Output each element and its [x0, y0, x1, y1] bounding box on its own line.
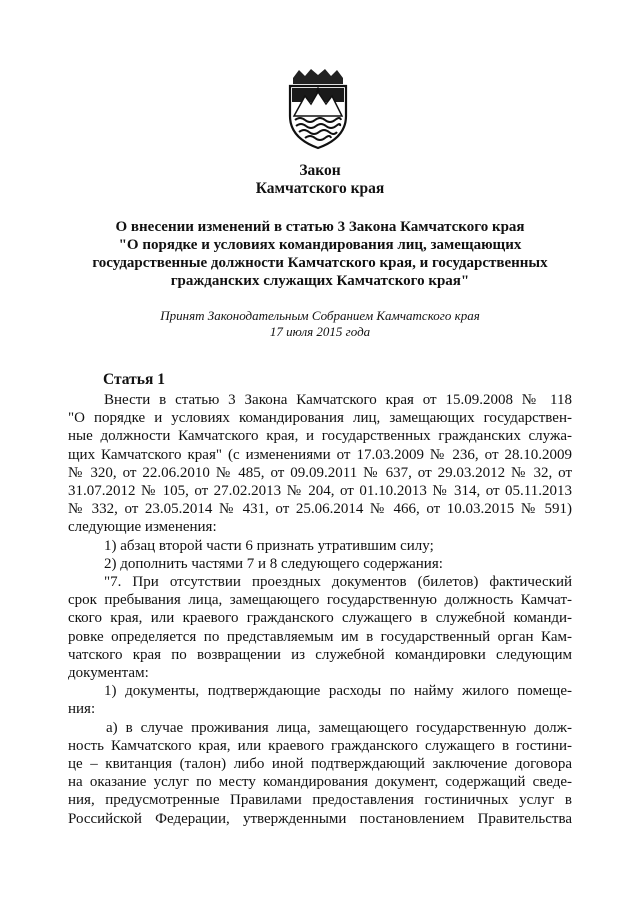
body-line: "7. При отсутствии проездных документов (билетов) фактический: [104, 574, 572, 591]
body-line: следующие изменения:: [68, 519, 217, 536]
body-line: ность Камчатского края, или краевого гражданского служащего в гостини-: [68, 737, 572, 754]
adoption-note: [0, 308, 640, 340]
body-line: 2) дополнить частями 7 и 8 следующего содержания:: [104, 555, 443, 572]
body-line: 1) абзац второй части 6 признать утратившим силу;: [104, 537, 434, 554]
body-line: № 320, от 22.06.2010 № 485, от 09.09.2011 № 637, от 29.03.2012 № 32, от: [68, 464, 572, 481]
adoption-date: 17 июля 2015 года: [269, 324, 371, 339]
heading-line: гражданских служащих Камчатского края": [170, 273, 470, 289]
body-line: щих Камчатского края" (с изменениями от 17.03.2009 № 236, от 28.10.2009: [68, 446, 572, 463]
law-title-line: Закон: [299, 162, 341, 179]
body-line: ния, предусмотренные Правилами предоставления гостиничных услуг в: [68, 792, 572, 809]
body-line: ные должности Камчатского края, и государственных гражданских служа-: [68, 428, 572, 445]
law-title: [0, 162, 640, 198]
law-heading: [60, 218, 580, 290]
kamchatka-coat-of-arms-icon: [285, 68, 351, 150]
adoption-line: Принят Законодательным Собранием Камчатского края: [160, 308, 480, 323]
body-line: ровке определяется по представляемым им в государственный орган Кам-: [68, 628, 572, 645]
body-line: чатского края по возвращении из служебной командировки следующим: [68, 646, 572, 663]
body-line: № 332, от 23.05.2014 № 431, от 25.06.2014 № 466, от 10.03.2015 № 591): [68, 501, 572, 518]
heading-line: О внесении изменений в статью 3 Закона Камчатского края: [115, 219, 525, 235]
body-line: Внести в статью 3 Закона Камчатского края от 15.09.2008 № 118: [104, 392, 572, 408]
body-line: срок пребывания лица, замещающего государственную должность Камчат-: [68, 592, 572, 609]
body-line: "О порядке и условиях командирования лиц, замещающих государствен-: [68, 410, 572, 427]
body-line: ния:: [68, 701, 96, 718]
law-region-line: Камчатского края: [255, 180, 385, 197]
heading-line: "О порядке и условиях командирования лиц, замещающих: [118, 237, 522, 253]
body-line: ского края, или краевого гражданского служащего в служебной команди-: [68, 610, 572, 627]
body-line: документам:: [68, 665, 149, 682]
body-line: це – квитанция (талон) либо иной подтверждающий заключение договора: [68, 756, 572, 773]
body-line: а) в случае проживания лица, замещающего государственную долж-: [106, 719, 572, 736]
heading-line: государственные должности Камчатского края, и государственных: [92, 255, 548, 271]
article-title: Статья 1: [103, 371, 165, 388]
article-body: [68, 391, 572, 828]
body-line: 31.07.2012 № 105, от 27.02.2013 № 204, от 01.10.2013 № 314, от 05.11.2013: [68, 483, 572, 500]
body-line: на оказание услуг по месту командирования документ, содержащий сведе-: [68, 774, 572, 791]
body-line: Российской Федерации, утвержденными постановлением Правительства: [68, 810, 572, 827]
body-line: 1) документы, подтверждающие расходы по найму жилого помеще-: [104, 683, 572, 700]
